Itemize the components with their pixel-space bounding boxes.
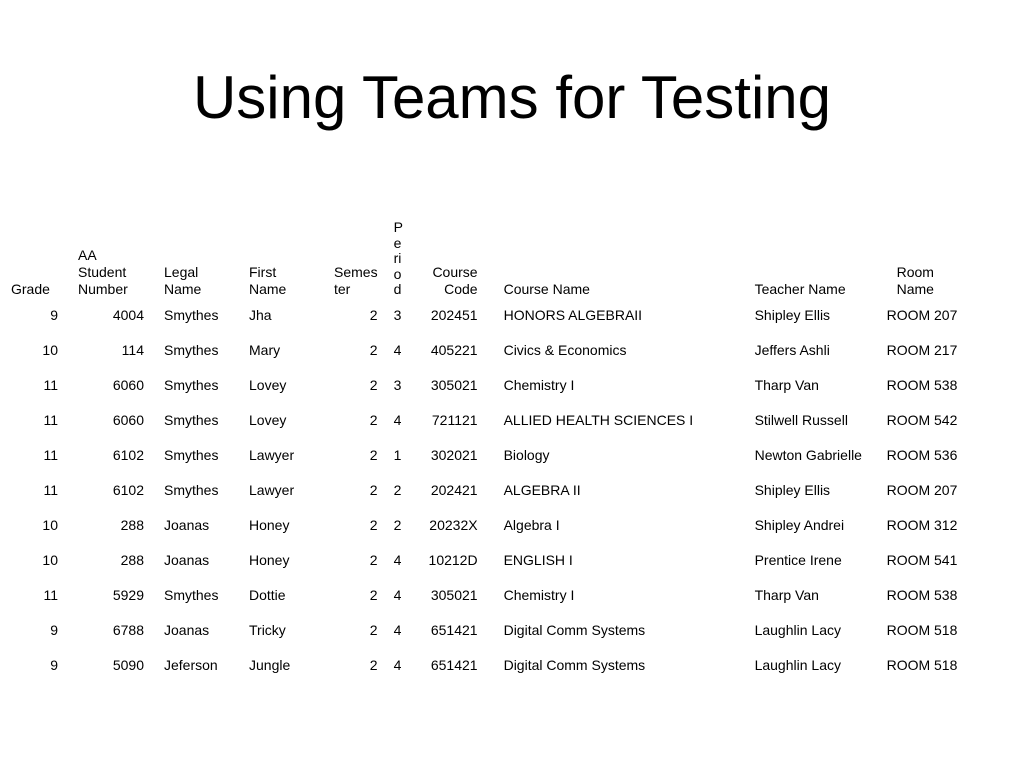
table-row (0, 438, 972, 473)
cell-legal-name: Joanas (164, 552, 210, 568)
cell-period: 4 (393, 342, 402, 358)
cell-semester: 2 (369, 622, 378, 638)
cell-legal-name: Smythes (164, 412, 219, 428)
cell-teacher-name: Laughlin Lacy (754, 622, 841, 638)
cell-first-name: Honey (249, 552, 290, 568)
cell-semester: 2 (369, 412, 378, 428)
cell-semester: 2 (369, 482, 378, 498)
cell-course-name: ALLIED HEALTH SCIENCES I (503, 412, 694, 428)
cell-teacher-name: Prentice Irene (754, 552, 842, 568)
cell-legal-name: Joanas (164, 622, 210, 638)
cell-legal-name: Joanas (164, 517, 210, 533)
cell-aa-student-number: 5929 (112, 587, 144, 603)
cell-first-name: Tricky (249, 622, 286, 638)
cell-room-name: ROOM 518 (886, 622, 958, 638)
cell-grade: 10 (42, 517, 58, 533)
cell-first-name: Lovey (249, 377, 287, 393)
header-aa-line2: Student (78, 264, 127, 280)
cell-period: 4 (393, 412, 402, 428)
cell-room-name: ROOM 538 (886, 377, 958, 393)
cell-grade: 11 (43, 447, 58, 463)
header-legal-line1: Legal (164, 264, 199, 280)
cell-course-name: Algebra I (503, 517, 560, 533)
header-grade-label: Grade (11, 281, 50, 297)
cell-teacher-name: Shipley Ellis (754, 482, 831, 498)
cell-course-name: Digital Comm Systems (503, 657, 646, 673)
cell-aa-student-number: 288 (120, 517, 144, 533)
cell-teacher-name: Shipley Andrei (754, 517, 845, 533)
header-aa-student-number (58, 190, 144, 298)
cell-aa-student-number: 6060 (112, 377, 144, 393)
cell-grade: 11 (43, 482, 58, 498)
cell-period: 4 (393, 552, 402, 568)
table-row (0, 508, 972, 543)
cell-semester: 2 (369, 517, 378, 533)
header-course-code-line1: Course (432, 264, 478, 280)
header-semester (314, 190, 378, 298)
cell-period: 2 (393, 482, 402, 498)
cell-course-name: Chemistry I (503, 377, 575, 393)
header-row (0, 190, 972, 298)
cell-room-name: ROOM 541 (886, 552, 958, 568)
header-first-line1: First (249, 264, 277, 280)
cell-course-code: 721121 (431, 412, 478, 428)
cell-teacher-name: Laughlin Lacy (754, 657, 841, 673)
cell-first-name: Lovey (249, 412, 287, 428)
table-row (0, 403, 972, 438)
cell-room-name: ROOM 312 (886, 517, 958, 533)
cell-semester: 2 (369, 657, 378, 673)
table-row (0, 613, 972, 648)
cell-aa-student-number: 288 (120, 552, 144, 568)
cell-course-name: ALGEBRA II (503, 482, 581, 498)
cell-room-name: ROOM 518 (886, 657, 958, 673)
header-legal-line2: Name (164, 281, 202, 297)
cell-room-name: ROOM 217 (886, 342, 958, 358)
cell-course-name: Civics & Economics (503, 342, 627, 358)
header-period-label: Period (393, 219, 403, 297)
cell-semester: 2 (369, 552, 378, 568)
cell-grade: 10 (42, 342, 58, 358)
cell-first-name: Lawyer (249, 482, 295, 498)
cell-aa-student-number: 4004 (112, 307, 144, 323)
cell-course-name: Digital Comm Systems (503, 622, 646, 638)
cell-legal-name: Smythes (164, 342, 219, 358)
cell-legal-name: Smythes (164, 377, 219, 393)
cell-period: 4 (393, 622, 402, 638)
cell-teacher-name: Newton Gabrielle (754, 447, 862, 463)
cell-period: 1 (393, 447, 402, 463)
cell-period: 4 (393, 587, 402, 603)
cell-grade: 11 (43, 412, 58, 428)
cell-first-name: Jha (249, 307, 272, 323)
cell-semester: 2 (369, 377, 378, 393)
cell-course-code: 305021 (430, 587, 478, 603)
cell-grade: 10 (42, 552, 58, 568)
cell-period: 3 (393, 377, 402, 393)
cell-legal-name: Smythes (164, 307, 219, 323)
header-first-line2: Name (249, 281, 287, 297)
cell-aa-student-number: 6788 (112, 622, 144, 638)
cell-course-name: ENGLISH I (503, 552, 573, 568)
cell-course-code: 651421 (430, 657, 478, 673)
cell-grade: 11 (43, 587, 58, 603)
header-aa-line1: AA (78, 247, 97, 263)
header-course-code-line2: Code (444, 281, 478, 297)
header-course-name (484, 190, 735, 298)
cell-legal-name: Jeferson (164, 657, 218, 673)
header-grade (0, 190, 58, 298)
cell-period: 2 (393, 517, 402, 533)
header-room-name (887, 190, 972, 298)
table-row (0, 473, 972, 508)
cell-aa-student-number: 5090 (112, 657, 144, 673)
cell-teacher-name: Tharp Van (754, 377, 819, 393)
cell-semester: 2 (369, 342, 378, 358)
header-legal-name (144, 190, 229, 298)
cell-room-name: ROOM 207 (886, 482, 958, 498)
table-row (0, 543, 972, 578)
cell-course-name: HONORS ALGEBRAII (503, 307, 643, 323)
student-schedule-table (0, 190, 972, 683)
table-header (0, 190, 972, 298)
cell-grade: 11 (43, 377, 58, 393)
cell-semester: 2 (369, 447, 378, 463)
cell-teacher-name: Shipley Ellis (754, 307, 831, 323)
table-row (0, 648, 972, 683)
table-row (0, 298, 972, 333)
table-row (0, 333, 972, 368)
cell-course-name: Biology (503, 447, 550, 463)
cell-first-name: Dottie (249, 587, 286, 603)
header-course-code (408, 190, 484, 298)
cell-first-name: Jungle (249, 657, 291, 673)
header-first-name (229, 190, 314, 298)
header-teacher-name-label: Teacher Name (754, 281, 846, 297)
cell-course-code: 651421 (430, 622, 478, 638)
header-period (378, 190, 408, 298)
cell-course-code: 202451 (430, 307, 478, 323)
cell-room-name: ROOM 542 (886, 412, 958, 428)
header-semester-line2: ter (334, 281, 351, 297)
slide-title: Using Teams for Testing (192, 64, 832, 131)
cell-aa-student-number: 6102 (112, 482, 144, 498)
cell-course-code: 10212D (428, 552, 478, 568)
cell-legal-name: Smythes (164, 587, 219, 603)
cell-teacher-name: Tharp Van (754, 587, 819, 603)
header-aa-line3: Number (78, 281, 128, 297)
cell-course-code: 20232X (429, 517, 478, 533)
cell-first-name: Mary (249, 342, 281, 358)
cell-period: 4 (393, 657, 402, 673)
cell-first-name: Lawyer (249, 447, 295, 463)
table-row (0, 368, 972, 403)
cell-grade: 9 (50, 622, 58, 638)
header-room-name-label: Room Name (896, 264, 934, 297)
cell-teacher-name: Jeffers Ashli (754, 342, 830, 358)
header-course-name-label: Course Name (503, 281, 590, 297)
cell-grade: 9 (50, 657, 58, 673)
cell-grade: 9 (50, 307, 58, 323)
cell-aa-student-number: 6102 (112, 447, 144, 463)
cell-semester: 2 (369, 587, 378, 603)
cell-course-name: Chemistry I (503, 587, 575, 603)
cell-teacher-name: Stilwell Russell (754, 412, 848, 428)
table-row (0, 578, 972, 613)
cell-aa-student-number: 6060 (112, 412, 144, 428)
cell-room-name: ROOM 536 (886, 447, 958, 463)
header-teacher-name (735, 190, 887, 298)
cell-course-code: 405221 (430, 342, 478, 358)
cell-room-name: ROOM 207 (886, 307, 958, 323)
cell-first-name: Honey (249, 517, 290, 533)
cell-course-code: 305021 (430, 377, 478, 393)
cell-course-code: 202421 (430, 482, 478, 498)
cell-course-code: 302021 (430, 447, 478, 463)
header-semester-line1: Semes (334, 264, 378, 280)
cell-semester: 2 (369, 307, 378, 323)
cell-room-name: ROOM 538 (886, 587, 958, 603)
cell-aa-student-number: 114 (121, 342, 144, 358)
cell-legal-name: Smythes (164, 447, 219, 463)
table-body (0, 298, 972, 683)
cell-period: 3 (393, 307, 402, 323)
cell-legal-name: Smythes (164, 482, 219, 498)
